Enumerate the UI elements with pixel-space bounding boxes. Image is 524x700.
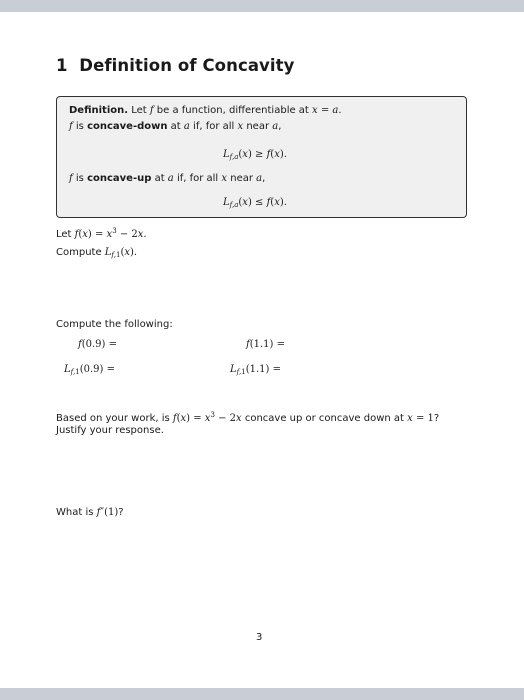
compute-linearization-line: Compute $L_{f,1}(x)$. <box>56 247 138 259</box>
section-title-text: Definition of Concavity <box>79 56 295 75</box>
second-derivative-question: What is f″(1)? <box>56 507 124 518</box>
concavity-question-line2: Justify your response. <box>56 425 164 436</box>
concavity-question-line1: Based on your work, is $f(x) = x^3 - 2x$ concave up or concave down at x = 1? <box>56 411 440 424</box>
definition-box <box>56 96 467 218</box>
concave-up-inequality: $L_{f,a}(x) \le f(x)$. <box>223 197 287 209</box>
definition-label: Definition. <box>69 105 129 116</box>
section-number: 1 <box>56 56 68 75</box>
concave-down-inequality: $L_{f,a}(x) \ge f(x)$. <box>223 149 287 161</box>
L-1.1-prompt: $L_{f,1}(1.1)$ = <box>230 364 281 376</box>
definition-intro: Definition. Let f be a function, differentiable at x = a. <box>69 105 342 116</box>
page-number: 3 <box>256 632 263 643</box>
f-1.1-prompt: f(1.1) = <box>246 339 285 350</box>
compute-following-label: Compute the following: <box>56 319 173 330</box>
f-0.9-prompt: f(0.9) = <box>78 339 117 350</box>
concave-up-term: concave-up <box>87 173 152 184</box>
section-title <box>56 56 295 75</box>
let-function-line: Let $f(x) = x^3 - 2x$. <box>56 227 147 240</box>
concave-down-term: concave-down <box>87 121 168 132</box>
concave-down-definition: f is concave-down at a if, for all x near a, <box>69 121 282 132</box>
concave-up-definition: f is concave-up at a if, for all x near a, <box>69 173 266 184</box>
document-page <box>0 12 524 688</box>
L-0.9-prompt: $L_{f,1}(0.9)$ = <box>64 364 115 376</box>
